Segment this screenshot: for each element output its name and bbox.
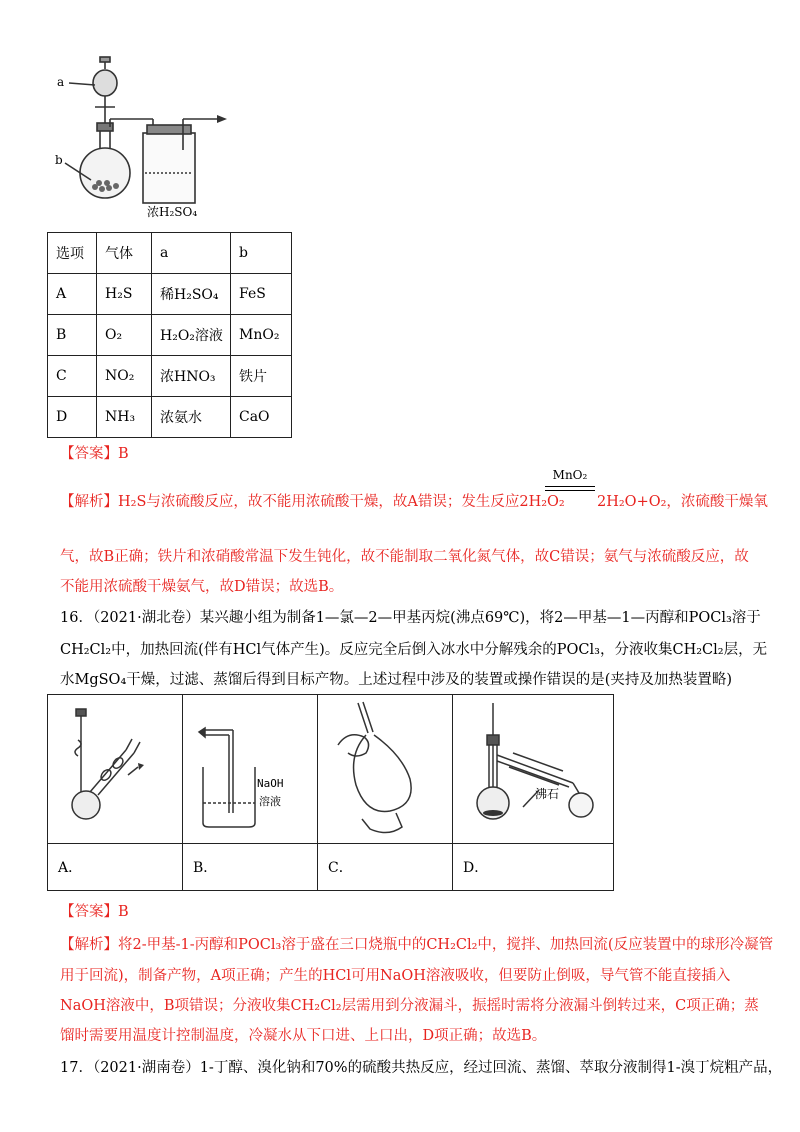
boiling-chip-label: 沸石 (535, 787, 560, 801)
table-cell: CaO (231, 397, 292, 438)
table-cell: H₂S (97, 274, 152, 315)
table-cell: B (48, 315, 97, 356)
gas-absorption-drawing (183, 695, 317, 843)
option-label-d: D． (453, 844, 614, 891)
naoh-label-1: NaOH (257, 777, 284, 790)
option-label-c: C． (318, 844, 453, 891)
gas-generation-apparatus-drawing (55, 55, 255, 220)
q16-analysis-line1 (60, 933, 773, 954)
distillation-apparatus-drawing (453, 695, 613, 843)
device-options-table (47, 694, 614, 891)
reaction-arrow (545, 486, 595, 491)
table-cell: FeS (231, 274, 292, 315)
q16-analysis-line4: 馏时需要用温度计控制温度，冷凝水从下口进、上口出，D项正确；故选B。 (60, 1028, 547, 1044)
q15-answer: 【答案】B (60, 446, 129, 462)
header-cell: 气体 (97, 233, 152, 274)
table-cell: O₂ (97, 315, 152, 356)
table-cell: 稀H₂SO₄ (152, 274, 231, 315)
table-cell: A (48, 274, 97, 315)
table-row (48, 844, 614, 891)
q15-analysis-line2: 气，故B正确；铁片和浓硝酸常温下发生钝化，故不能制取二氧化氮气体，故C错误；氨气与浓硫酸反应，故 (60, 549, 749, 565)
device-d-cell (453, 695, 614, 844)
q16-answer: 【答案】B (60, 904, 129, 920)
option-label-a: A． (48, 844, 183, 891)
header-cell: 选项 (48, 233, 97, 274)
q16-analysis-line2: 用于回流)，制备产物，A项正确；产生的HCl可用NaOH溶液吸收，但要防止倒吸，导气管不能直接插入 (60, 968, 731, 984)
q16-stem-line2: CH₂Cl₂中，加热回流(伴有HCl气体产生)。反应完全后倒入冰水中分解残余的POCl₃，分液收集CH₂Cl₂层，无 (60, 642, 768, 658)
table-row (48, 315, 292, 356)
table-row (48, 233, 292, 274)
table-cell: 浓HNO₃ (152, 356, 231, 397)
analysis-tag: 【解析】 (60, 937, 118, 953)
option-label-b: B． (183, 844, 318, 891)
q15-analysis-line1b: 2H₂O+O₂，浓硫酸干燥氧 (597, 494, 768, 510)
table-cell: NH₃ (97, 397, 152, 438)
naoh-label-2: 溶液 (259, 795, 281, 808)
option-table (47, 232, 292, 438)
analysis-tag: 【解析】 (60, 494, 118, 510)
analysis-text: 将2-甲基-1-丙醇和POCl₃溶于盛在三口烧瓶中的CH₂Cl₂中，搅拌、加热回流(反应装置中的球形冷凝管 (118, 937, 774, 953)
table-cell: 浓氨水 (152, 397, 231, 438)
table-cell: D (48, 397, 97, 438)
q16-analysis-line3: NaOH溶液中，B项错误；分液收集CH₂Cl₂层需用到分液漏斗，振摇时需将分液漏斗倒转过来，C项正确；蒸 (60, 998, 759, 1014)
reflux-apparatus-drawing (48, 695, 182, 843)
table-row (48, 695, 614, 844)
table-cell: C (48, 356, 97, 397)
q16-stem-line3: 水MgSO₄干燥，过滤、蒸馏后得到目标产物。上述过程中涉及的装置或操作错误的是(夹持及加热装置略) (60, 672, 733, 688)
apparatus-figure (55, 55, 255, 220)
table-row (48, 274, 292, 315)
label-a: a (57, 75, 65, 89)
label-b: b (55, 153, 63, 167)
q17-stem-line1: 17．（2021·湖南卷）1-丁醇、溴化钠和70%的硫酸共热反应，经过回流、蒸馏、萃取分液制得1-溴丁烷粗产品， (60, 1060, 783, 1076)
q15-analysis-line3: 不能用浓硫酸干燥氨气，故D错误；故选B。 (60, 579, 344, 595)
analysis-text: H₂S与浓硫酸反应，故不能用浓硫酸干燥，故A错误；发生反应2H₂O₂ (118, 494, 565, 510)
header-cell: b (231, 233, 292, 274)
header-cell: a (152, 233, 231, 274)
table-row (48, 356, 292, 397)
table-row (48, 397, 292, 438)
q16-stem-line1: 16．（2021·湖北卷）某兴趣小组为制备1—氯—2—甲基丙烷(沸点69℃)，将2—甲基—1—丙醇和POCl₃溶于 (60, 610, 761, 626)
table-cell: NO₂ (97, 356, 152, 397)
table-cell: MnO₂ (231, 315, 292, 356)
separatory-funnel-shaking-drawing (318, 695, 452, 843)
device-b-cell (183, 695, 318, 844)
q15-catalyst (545, 468, 595, 491)
device-c-cell (318, 695, 453, 844)
q15-analysis-line1 (60, 490, 565, 511)
catalyst-label: MnO₂ (552, 468, 588, 482)
device-a-cell (48, 695, 183, 844)
table-cell: H₂O₂溶液 (152, 315, 231, 356)
apparatus-caption: 浓H₂SO₄ (147, 205, 198, 219)
table-cell: 铁片 (231, 356, 292, 397)
